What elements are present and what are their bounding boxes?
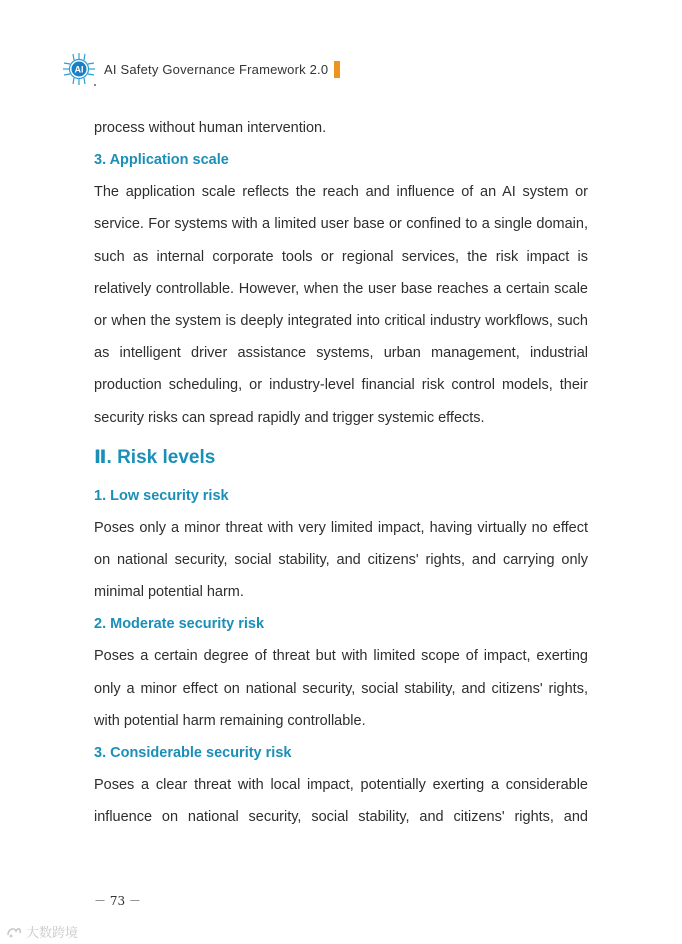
watermark-text: 大数跨境 (26, 925, 79, 940)
paragraph-moderate-risk: Poses a certain degree of threat but with limited scope of impact, exerting only a minor effect on national security, social stability, and citizens' rights, with potential harm remaining controllable. (94, 648, 588, 729)
page-header (62, 52, 340, 86)
heading-moderate-risk: 2. Moderate security risk (94, 616, 265, 633)
heading-low-risk: 1. Low security risk (94, 487, 229, 504)
header-dot (94, 84, 96, 86)
paragraph-low-risk: Poses only a minor threat with very limited impact, having virtually no effect on national security, social stability, and citizens' rights, and carrying only minimal potential harm. (94, 519, 588, 601)
paragraph-application-scale: The application scale reflects the reach and influence of an AI system or service. For systems with a limited user base or confined to a single domain, such as internal corporate tools or regional services, the risk impact is relatively controllable. However, when the user base reaches a certain scale or when the system is deeply integrated into critical industry workflows, such as intelligent driver assistance systems, urban management, industrial production scheduling, or industry-level financial risk control models, their security risks can spread rapidly and trigger systemic effects. (94, 184, 588, 426)
page-number: － 73 － (94, 894, 141, 908)
ai-chip-icon (62, 52, 96, 86)
heading-risk-levels: Ⅱ. Risk levels (94, 446, 216, 468)
heading-application-scale: 3. Application scale (94, 152, 229, 169)
heading-considerable-risk: 3. Considerable security risk (94, 745, 292, 762)
logo-text: AI (74, 64, 84, 75)
page-content (94, 112, 588, 833)
watermark (6, 922, 78, 941)
document-title: AI Safety Governance Framework 2.0 (104, 61, 329, 77)
paragraph-considerable-risk: Poses a clear threat with local impact, potentially exerting a considerable influence on national security, social stability, and citizens' rights, and (94, 777, 588, 826)
header-accent-bar (334, 61, 340, 78)
brand-logo-icon (6, 925, 22, 939)
paragraph-continued: process without human intervention. (94, 120, 327, 136)
